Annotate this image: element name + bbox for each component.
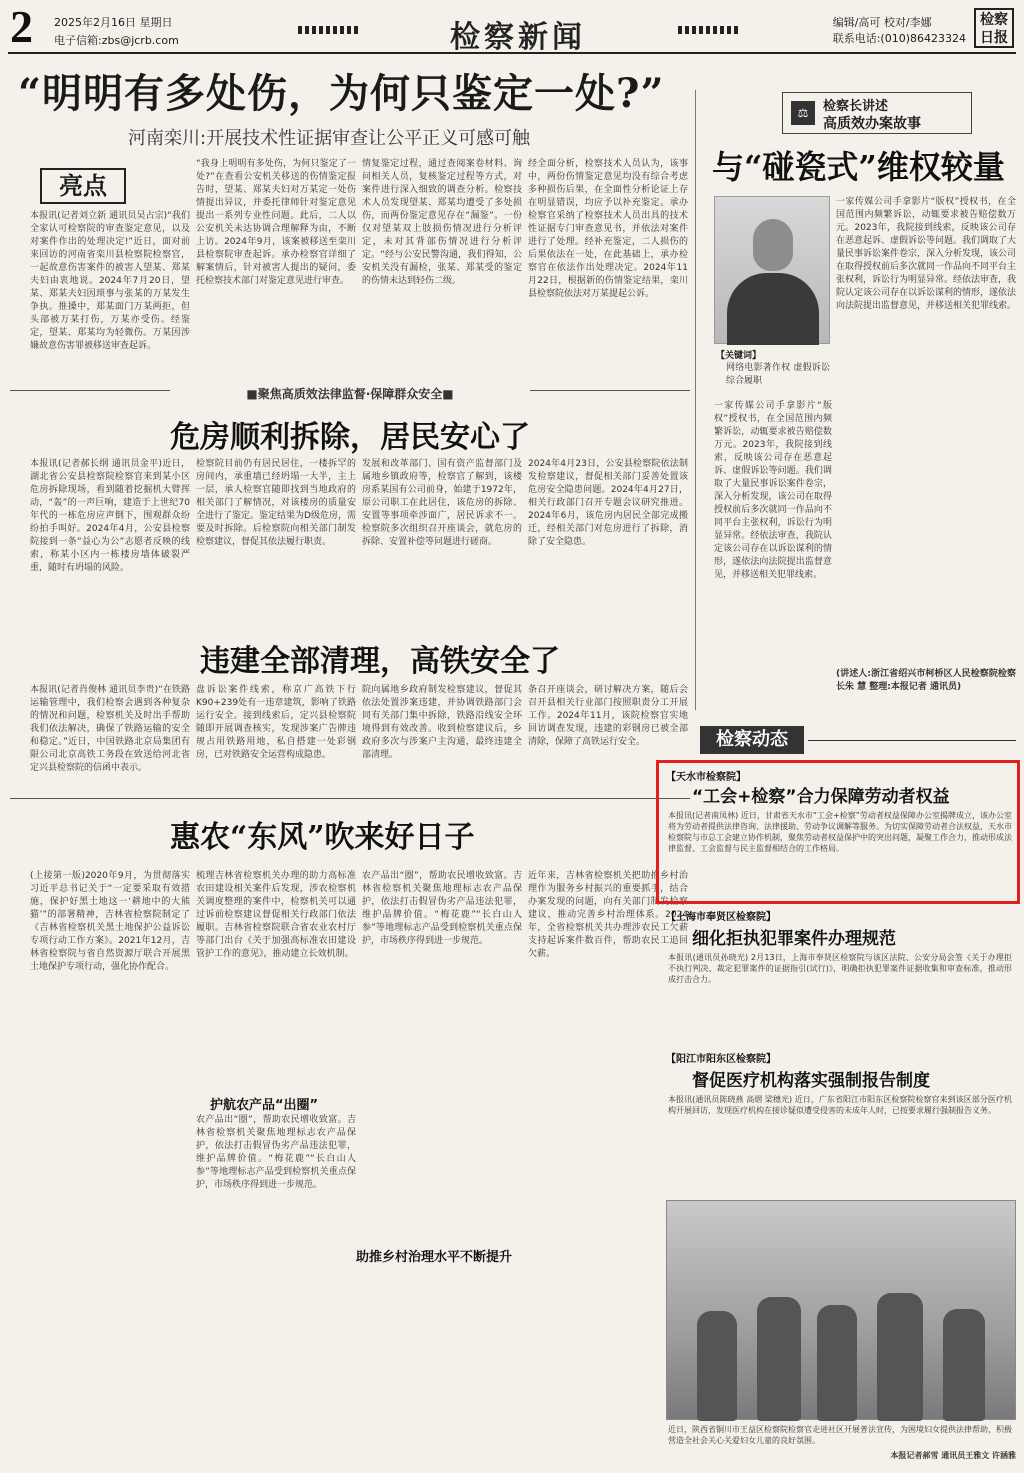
article-source: 【天水市检察院】 bbox=[666, 772, 746, 783]
divider bbox=[10, 798, 690, 799]
portrait-body bbox=[727, 273, 819, 345]
lead-column-2: “我身上明明有多处伤，为何只鉴定了一处?”在查看公安机关移送的伤情鉴定报告时，望某、郑某夫妇对万某定一处伤情提出异议，并委托律师针对鉴定意见提出一系列专业性问题。此后，二人以公安机关未达协调合理解释为由，不断上访。2024年9月，该案被移送至栾川县检察院审查起诉。承办检察官详细了解案情后，针对被害人提出的疑问，委托检察技术部门对鉴定意见进行审查。 bbox=[196, 159, 356, 286]
person-figure bbox=[757, 1297, 801, 1421]
article-source: 【上海市奉贤区检察院】 bbox=[666, 912, 776, 923]
phone: 联系电话:(010)86423324 bbox=[832, 32, 966, 45]
story2-column-3: 发展和改革部门、国有资产监督部门及属地乡镇政府等，检察官了解到，该楼房系某国有公司前身，始建于1972年，原公司职工在此居住，该危房的拆除、安置等事项牵涉面广，居民诉求不一。检察院多次组织召开座谈会，就危房的拆除、安置补偿等问题进行磋商。 bbox=[362, 459, 522, 547]
story2-title: 危房顺利拆除，居民安心了 bbox=[170, 420, 530, 455]
focus-banner: ■聚焦高质效法律监督·保障群众安全■ bbox=[246, 387, 454, 401]
article-body: 本报讯(通讯员孙晓光) 2月13日，上海市奉贤区检察院与该区法院、公安分局会签《关于办理拒不执行判决、裁定犯罪案件的证据指引(试行)》，明确拒执犯罪案件证据收集和审查标准，推动形成打击合力。 bbox=[668, 953, 1012, 984]
section-title: 检察新闻 bbox=[358, 12, 678, 48]
person-figure bbox=[943, 1309, 985, 1421]
story4-column-2: 梳理吉林省检察机关办理的助力高标准农田建设相关案件后发现，涉农检察机关调度整理的案件中，检察机关可以通过诉前检察建议督促相关行政部门依法履职。吉林省检察院联合省农业农村厅等部门出台《关于加强高标准农田建设管护工作的意见》，推动建立长效机制。 bbox=[196, 871, 356, 959]
issue-date: 2025年2月16日 星期日 bbox=[54, 16, 173, 29]
story4-title: 惠农“东风”吹来好日子 bbox=[170, 820, 475, 855]
story2-column-2: 检察院目前仍有居民居住，一楼拆罕的房间内，承重墙已经坍塌一大半，主上一层，承人检察官随即找到当地政府的相关部门了解情况，对该楼房的质量安全进行了鉴定。鉴定结果为D级危房，需要及时拆除。后检察院向相关部门制发检察建议，督促其依法履行职责。 bbox=[196, 459, 356, 547]
feature-byline: (讲述人:浙江省绍兴市柯桥区人民检察院检察长朱 慧 整理:本报记者 通讯员) bbox=[836, 669, 1016, 692]
photo-credit: 本报记者郝雪 通讯员王雅文 许涵雅 bbox=[890, 1451, 1016, 1460]
community-photo bbox=[666, 1200, 1016, 1420]
highlight-tag: 亮点 bbox=[40, 168, 126, 204]
story3-column-1: 本报讯(记者肖俊林 通讯员李贵)“在铁路运输管理中，我们检察会遇到各种复杂的情况和问题，检察机关及时出手帮助我们依法解决，确保了铁路运输的安全和稳定。”近日，中国铁路北京局集团有限公司北京高铁工务段在致送给河北省定兴县检察院的信函中表示。 bbox=[30, 685, 190, 773]
feature-body-left: 一家传媒公司手拿影片“版权”授权书，在全国范围内频繁诉讼，动辄要求被告赔偿数万元。2023年，我院接到线索，反映该公司存在恶意起诉、虚假诉讼等问题。我们调取了大量民事诉讼案件卷宗，深入分析发现，该公司在取得授权前后多次就同一作品向不同平台主张权利，诉讼行为明显异常。经依法审查，我院认定该公司存在以诉讼谋利的情形，遂依法向法院提出监督意见，并移送相关犯罪线索。 bbox=[714, 401, 832, 580]
article-body: 本报讯(记者南凤林) 近日，甘肃省天水市“工会+检察”劳动者权益保障办公室揭牌成立，该办公室将为劳动者提供法律咨询、法律援助、劳动争议调解等服务。为切实保障劳动者合法权益，天水市检察院与市总工会建立协作机制，聚焦劳动者权益保护中的突出问题，凝聚工作合力，推动形成法律监督、工会监督与民主监督相结合的工作格局。 bbox=[668, 811, 1012, 853]
series-line-1: 检察长讲述 bbox=[823, 99, 889, 114]
masthead bbox=[8, 1, 1016, 55]
feature-series-tag bbox=[782, 92, 972, 134]
series-line-2: 高质效办案故事 bbox=[823, 116, 921, 132]
article-title: 督促医疗机构落实强制报告制度 bbox=[692, 1071, 930, 1091]
keyword-label: 【关键词】 bbox=[716, 351, 762, 361]
divider bbox=[530, 390, 690, 391]
story2-column-1: 本报讯(记者郝长纲 通讯员金平)近日，湖北省公安县检察院检察官来到某小区危房拆除现场，看到随着挖掘机大臂挥动，“轰”的一声巨响，建造于上世纪70年代的一栋危房应声倒下，围观群众纷纷拍手叫好。2024年4月，公安县检察院接到一条“益心为公”志愿者反映的线索，称某小区内一栋楼房墙体破裂严重，随时有坍塌的风险。 bbox=[30, 459, 190, 573]
divider bbox=[10, 390, 170, 391]
story4-subtitle-1: 护航农产品“出圈” bbox=[210, 1098, 319, 1113]
article-body: 本报讯(通讯员陈晓燕 高熠 梁穗光) 近日，广东省阳江市阳东区检察院检察官来到该区部分医疗机构开展回访，发现医疗机构在接诊疑似遭受侵害的未成年人时，已按要求履行强制报告义务。 bbox=[668, 1095, 1012, 1115]
lead-column-4: 经全面分析，检察技术人员认为，该事中，两份伤情鉴定意见均没有综合考虑多种损伤后果，在全面性分析论证上存在明显错误，均应予以补充鉴定。承办检察官采纳了检察技术人员出具的技术性证据专门审查意见书，并依法对案件进行了处理。经补充鉴定，二人损伤的后果依法在一处，在此基础上，承办检察官在依法作出处理决定。2024年11月22日，根据新的伤情鉴定结果，栾川县检察院依法对万某提起公诉。 bbox=[528, 159, 688, 299]
editors: 编辑/高可 校对/李娜 bbox=[832, 16, 932, 29]
lead-subhead: 河南栾川:开展技术性证据审查让公平正义可感可触 bbox=[128, 128, 531, 149]
editor-info bbox=[833, 14, 966, 46]
story4-column-3: 农产品出“圈”，帮助农民增收致富。吉林省检察机关聚焦地理标志农产品保护，依法打击假冒伪劣产品违法犯罪，维护品牌价值。“梅花鹿”“长白山人参”等地理标志产品受到检察机关重点保护，市场秩序得到进一步规范。 bbox=[196, 1115, 356, 1190]
lead-headline: “明明有多处伤，为何只鉴定一处?” bbox=[18, 70, 665, 117]
news-brief-header: 检察动态 bbox=[700, 726, 804, 754]
story4-column-1: (上接第一版)2020年9月，为贯彻落实习近平总书记关于“一定要采取有效措施，保护好黑土地这一‘耕地中的大熊猫’”的部署精神，吉林省检察院制定了《吉林省检察机关黑土地保护公益诉讼专项行动工作方案》。2021年12月，吉林省检察院与省自然资源厅联合开展黑土地保护专项行动，强化协作配合。 bbox=[30, 871, 190, 972]
lead-column-1: 本报讯(记者刘立新 通讯员吴占宗)“我们全家认可检察院的审查鉴定意见，以及对案件作出的处理决定!”近日，面对前来回访的河南省栾川县检察院检察官，一起故意伤害案件的被害人望某、郑某夫妇由衷地说。2024年7月20日，望某、郑某夫妇因琐事与张某的万某发生争执。推搡中，郑某面门万某两拒，但头部被万某打伤，万某亦受伤。经鉴定，望某、郑某均为轻微伤。万某因涉嫌故意伤害罪被移送审查起诉。 bbox=[30, 211, 190, 351]
article-source: 【阳江市阳东区检察院】 bbox=[666, 1054, 776, 1065]
story4-column-3b: 农产品出“圈”，帮助农民增收致富。吉林省检察机关聚焦地理标志农产品保护，依法打击假冒伪劣产品违法犯罪，维护品牌价值。“梅花鹿”“长白山人参”等地理标志产品受到检察机关重点保护，市场秩序得到进一步规范。 bbox=[362, 871, 522, 946]
portrait-face bbox=[753, 219, 793, 271]
keyword-text: 网络电影著作权 虚假诉讼 综合履职 bbox=[726, 363, 830, 386]
person-figure bbox=[877, 1293, 923, 1421]
newspaper-logo: 检察日报 bbox=[974, 8, 1014, 48]
article-title: “工会+检察”合力保障劳动者权益 bbox=[692, 787, 950, 807]
story2-column-4: 2024年4月23日，公安县检察院依法制发检察建议，督促相关部门妥善处置该危房安全隐患问题。2024年4月27日，相关行政部门召开专题会议研究推进。2024年6月，该危房内居民全部完成搬迁，经相关部门对危房进行了拆除，消除了安全隐患。 bbox=[528, 459, 688, 547]
story4-column-4: 近年来，吉林省检察机关把助推乡村治理作为服务乡村振兴的重要抓手，结合办案发现的问题，向有关部门制发检察建议，推动完善乡村治理体系。2024年，全省检察机关共办理涉农民工欠薪支持起诉案件数百件，帮助农民工追回欠薪。 bbox=[528, 871, 688, 959]
story3-column-3: 院向属地乡政府制发检察建议，督促其依法处置涉案违建，并协调铁路部门会同有关部门集中拆除，铁路沿线安全环境得到有效改善。收到检察建议后，乡政府多次与涉案户主沟通，最终违建全部清理。 bbox=[362, 685, 522, 760]
divider bbox=[808, 740, 1016, 741]
prosecutor-portrait bbox=[714, 196, 830, 344]
story3-column-4: 条召开座谈会，研讨解决方案，随后会召开县相关行业部门按照职责分工开展工作。2024年11月，该院检察官实地回访调查发现，违建的彩钢房已被全部清除，保障了高铁运行安全。 bbox=[528, 685, 688, 747]
feature-body-right: 一家传媒公司手拿影片“版权”授权书，在全国范围内频繁诉讼，动辄要求被告赔偿数万元。2023年，我院接到线索，反映该公司存在恶意起诉、虚假诉讼等问题。我们调取了大量民事诉讼案件卷宗，深入分析发现，该公司在取得授权前后多次就同一作品向不同平台主张权利，诉讼行为明显异常。经依法审查，我院认定该公司存在以诉讼谋利的情形，遂依法向法院提出监督意见，并移送相关犯罪线索。 bbox=[836, 197, 1016, 311]
person-figure bbox=[697, 1311, 737, 1421]
photo-caption: 近日，陕西省铜川市王益区检察院检察官走进社区开展普法宣传，为困境妇女提供法律帮助，积极营造全社会关心关爱妇女儿童的良好氛围。 bbox=[668, 1425, 1012, 1445]
page-number: 2 bbox=[10, 1, 33, 52]
article-title: 细化拒执犯罪案件办理规范 bbox=[692, 929, 896, 949]
gavel-icon: ⚖ bbox=[791, 101, 815, 125]
story3-title: 违建全部清理，高铁安全了 bbox=[200, 644, 560, 679]
contact-email: 电子信箱:zbs@jcrb.com bbox=[54, 34, 179, 47]
column-divider bbox=[695, 90, 696, 710]
story4-subtitle-2: 助推乡村治理水平不断提升 bbox=[356, 1250, 513, 1265]
feature-title: 与“碰瓷式”维权较量 bbox=[712, 148, 1005, 186]
person-figure bbox=[817, 1305, 857, 1421]
story3-column-2: 盘诉讼案件线索，称京广高铁下行K90+239处有一违章建筑，影响了铁路运行安全。接到线索后，定兴县检察院随即开展调查核实，发现涉案广告牌违规占用铁路用地，私自搭建一处彩钢房，已对铁路安全运营构成隐患。 bbox=[196, 685, 356, 760]
lead-column-3: 情复鉴定过程，通过查阅案卷材料、询问相关人员，复核鉴定过程等方式，对案件进行深入细致的调查分析。检察技术人员发现望某、郑某均遭受了多处损伤，而两份鉴定意见存在“漏鉴”。一份仅对望某双上肢损伤情况进行分析评定，未对其背部伤情况进行分析评定。“经与公安民警沟通，我们得知，公安机关没有漏检，张某、郑某受的鉴定的伤情未达到轻伤二级。 bbox=[362, 159, 522, 286]
